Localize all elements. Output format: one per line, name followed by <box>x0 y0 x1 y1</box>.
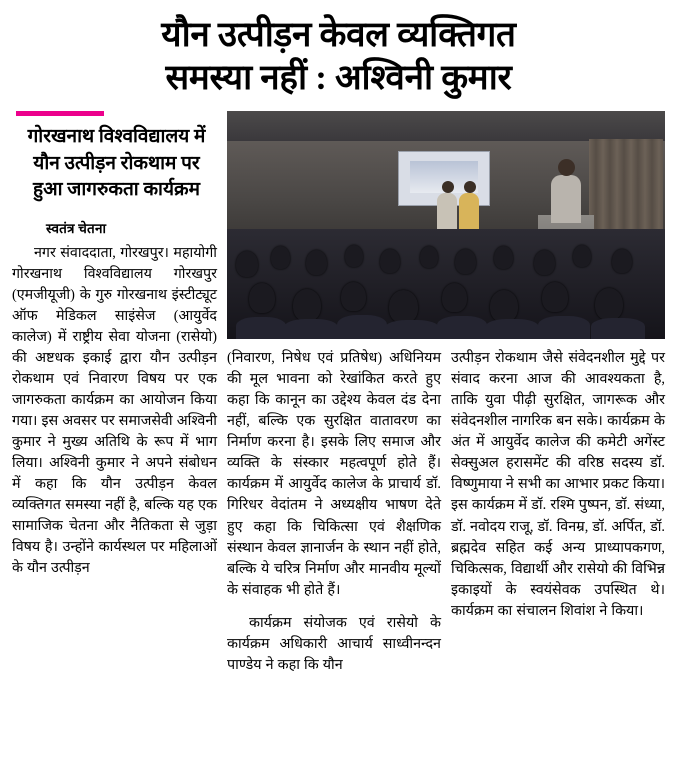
article-paragraph-col2-a: (निवारण, निषेध एवं प्रतिषेध) अधिनियम की मूल भावना को रेखांकित करते हुए कहा कि कानून का उद्देश्य केवल दंड देना नहीं, बल्कि एक सुरक्षित वातावरण का निर्माण करना है। इसके लिए समाज और व्यक्ति के संस्कार महत्वपूर्ण होते हैं। कार्यक्रम में आयुर्वेद कालेज के प्राचार्य डॉ. गिरिधर वेदांतम ने अध्यक्षीय भाषण देते हुए कहा कि चिकित्सा एवं शैक्षणिक संस्थान केवल ज्ञानार्जन के स्थान नहीं होते, बल्कि ये चरित्र निर्माण और मानवीय मूल्यों के संवाहक भी होते हैं। <box>227 350 441 598</box>
columns-under-photo <box>227 348 665 675</box>
column-continuation-glyph <box>12 581 217 599</box>
photo-container <box>227 111 665 339</box>
auditorium-audience-photo <box>227 111 665 339</box>
byline: स्वतंत्र चेतना <box>46 221 107 237</box>
column-right-group <box>227 111 665 675</box>
article-body <box>12 111 665 675</box>
kicker-subheadline: गोरखनाथ विश्वविद्यालय में यौन उत्पीड़न रोकथाम पर हुआ जागरुकता कार्यक्रम <box>27 126 206 200</box>
column-two <box>227 348 441 675</box>
accent-rule <box>16 111 104 116</box>
column-three <box>451 348 665 675</box>
headline-line-2: समस्या नहीं : अश्विनी कुमार <box>165 57 512 97</box>
column-left <box>12 111 217 675</box>
page-title <box>12 10 665 105</box>
article-paragraph-col1: नगर संवाददाता, गोरखपुर। महायोगी गोरखनाथ विश्वविद्यालय गोरखपुर (एमजीयूजी) के गुरु गोरखनाथ इंस्टीट्यूट ऑफ मेडिकल साइंसेज (आयुर्वेद कालेज) में राष्ट्रीय सेवा योजना (रासेयो) की अष्टधक इकाई द्वारा यौन उत्पीड़न रोकथाम एवं निवारण विषय पर एक जागरुकता कार्यक्रम का आयोजन किया गया। इस अवसर पर समाजसेवी अश्विनी कुमार ने मुख्य अतिथि के रूप में भाग लिया। अश्विनी कुमार ने अपने संबोधन में कहा कि यौन उत्पीड़न केवल व्यक्तिगत समस्या नहीं है, बल्कि यह एक सामाजिक चेतना और नैतिकता से जुड़ा विषय है। उन्होंने कार्यस्थल पर महिलाओं के यौन उत्पीड़न <box>12 245 217 577</box>
article-paragraph-col3: उत्पीड़न रोकथाम जैसे संवेदनशील मुद्दे पर संवाद करना आज की आवश्यकता है, ताकि युवा पीढ़ी सुरक्षित, जागरूक और संवेदनशील नागरिक बन सके। कार्यक्रम के अंत में आयुर्वेद कालेज की कमेटी अगेंस्ट सेक्सुअल हरासमेंट की वरिष्ठ सदस्य डॉ. विष्णुमाया ने सभी का आभार प्रकट किया। इस कार्यक्रम में डॉ. रश्मि पुष्पन, डॉ. संध्या, डॉ. नवोदय राजू, डॉ. विनम्र, डॉ. अर्पित, डॉ. ब्रह्मदेव सहित कई अन्य प्राध्यापकगण, चिकित्सक, विद्यार्थी और रासेयो की विभिन्न इकाइयों के स्वयंसेवक उपस्थित थे। कार्यक्रम का संचालन शिवांश ने किया। <box>451 350 665 619</box>
headline-line-1: यौन उत्पीड़न केवल व्यक्तिगत <box>161 15 516 54</box>
article-paragraph-col2-b: कार्यक्रम संयोजक एवं रासेयो के कार्यक्रम अधिकारी आचार्य साध्वीनन्दन पाण्डेय ने कहा कि यौन <box>227 614 441 673</box>
